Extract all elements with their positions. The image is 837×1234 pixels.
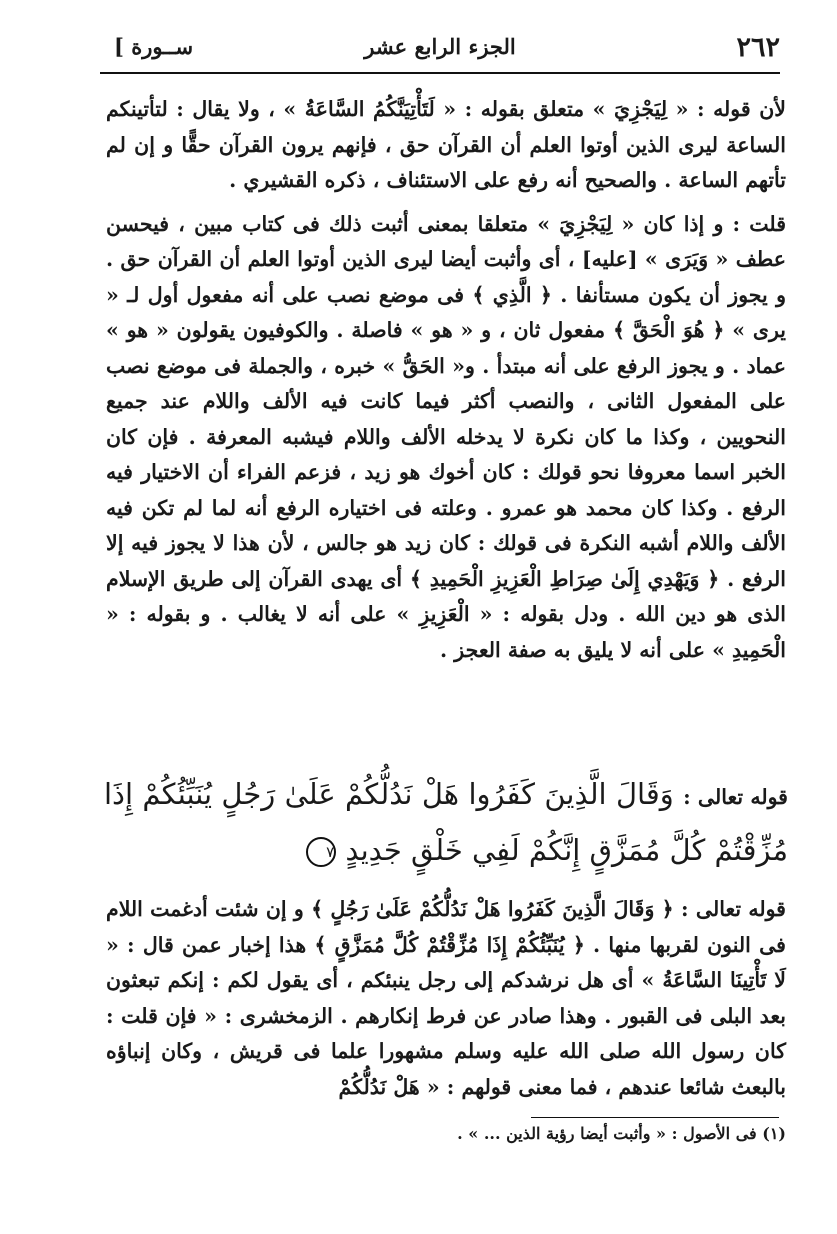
verse-text: وَقَالَ الَّذِينَ كَفَرُوا هَلْ نَدُلُّكُمْ عَلَىٰ رَجُلٍ يُنَبِّئُكُمْ إِذَا مُزِّقْتُمْ كُلَّ مُمَزَّقٍ إِنَّكُمْ لَفِي خَلْقٍ جَدِيدٍ [104, 777, 788, 867]
ayah-number-marker: ٧ [306, 837, 336, 867]
paragraph: قلت : و إذا كان « لِيَجْزِيَ » متعلقا بمعنى أثبت ذلك فى كتاب مبين ، فيحسن عطف « وَيَرَى » [عليه] ، أى وأثبت أيضا ليرى الذين أوتوا العلم أن القرآن حق . و يجوز أن يكون مستأنفا . ﴿ الَّذِي ﴾ فى موضع نصب على أنه مفعول أول لـ « يرى » ﴿ هُوَ الْحَقَّ ﴾ مفعول ثان ، و « هو » فاصلة . والكوفيون يقولون « هو » عماد . و يجوز الرفع على أنه مبتدأ . و« الحَقُّ » خبره ، والجملة فى موضع نصب على المفعول الثانى ، والنصب أكثر فيما كانت فيه الألف واللام عند جميع النحويين ، وكذا ما كان نكرة لا يدخله الألف واللام فيشبه المعرفة . فإن كان الخبر اسما معروفا نحو قولك : كان أخوك هو زيد ، فزعم الفراء أن الاختيار فيه الرفع . وكذا كان محمد هو عمرو . وعلته فى اختياره الرفع أنه لما لم تكن فيه الألف واللام أشبه النكرة فى قولك : كان زيد هو جالس ، لأن هذا لا يجوز فيه إلا الرفع . ﴿ وَيَهْدِي إِلَىٰ صِرَاطِ الْعَزِيزِ الْحَمِيدِ ﴾ أى يهدى القرآن إلى طريق الإسلام الذى هو دين الله . ودل بقوله : « الْعَزِيزِ » على أنه لا يغالب . و بقوله : « الْحَمِيدِ » على أنه لا يليق به صفة العجز . [106, 211, 786, 662]
surah-label: [ ســورة [114, 34, 194, 59]
footnote: (١) فى الأصول : « وأثبت أيضا رؤية الذين ... » . [457, 1124, 786, 1143]
page-header [100, 28, 780, 74]
page-number: ٢٦٢ [736, 32, 780, 63]
verse-intro: قوله تعالى : [683, 785, 788, 809]
paragraph: لأن قوله : « لِيَجْزِيَ » متعلق بقوله : « لَتَأْتِيَنَّكُمُ السَّاعَةُ » ، ولا يقال : لتأتينكم الساعة ليرى الذين أوتوا العلم أن القرآن حق ، فإنهم يرون القرآن حقًّا و إن لم تأتهم الساعة . والصحيح أنه رفع على الاستئناف ، ذكره القشيري . [106, 97, 786, 192]
tafsir-body [106, 92, 786, 668]
commentary-body [106, 892, 786, 1105]
running-title: الجزء الرابع عشر [364, 34, 516, 59]
paragraph: قوله تعالى : ﴿ وَقَالَ الَّذِينَ كَفَرُوا هَلْ نَدُلُّكُمْ عَلَىٰ رَجُلٍ ﴾ و إن شئت أدغمت اللام فى النون لقربها منها . ﴿ يُنَبِّئُكُمْ إِذَا مُزِّقْتُمْ كُلَّ مُمَزَّقٍ ﴾ هذا إخبار عمن قال : « لَا تَأْتِينَا السَّاعَةُ » أى هل نرشدكم إلى رجل ينبئكم ، أى يقول لكم : إنكم تبعثون بعد البلى فى القبور . وهذا صادر عن فرط إنكارهم . الزمخشرى : « فإن قلت : كان رسول الله صلى الله عليه وسلم مشهورا علما فى قريش ، وكان إنباؤه بالبعث شائعا عندهم ، فما معنى قولهم : « هَلْ نَدُلُّكُمْ [106, 897, 786, 1099]
quran-verse [104, 768, 788, 877]
footnote-divider [531, 1117, 779, 1118]
